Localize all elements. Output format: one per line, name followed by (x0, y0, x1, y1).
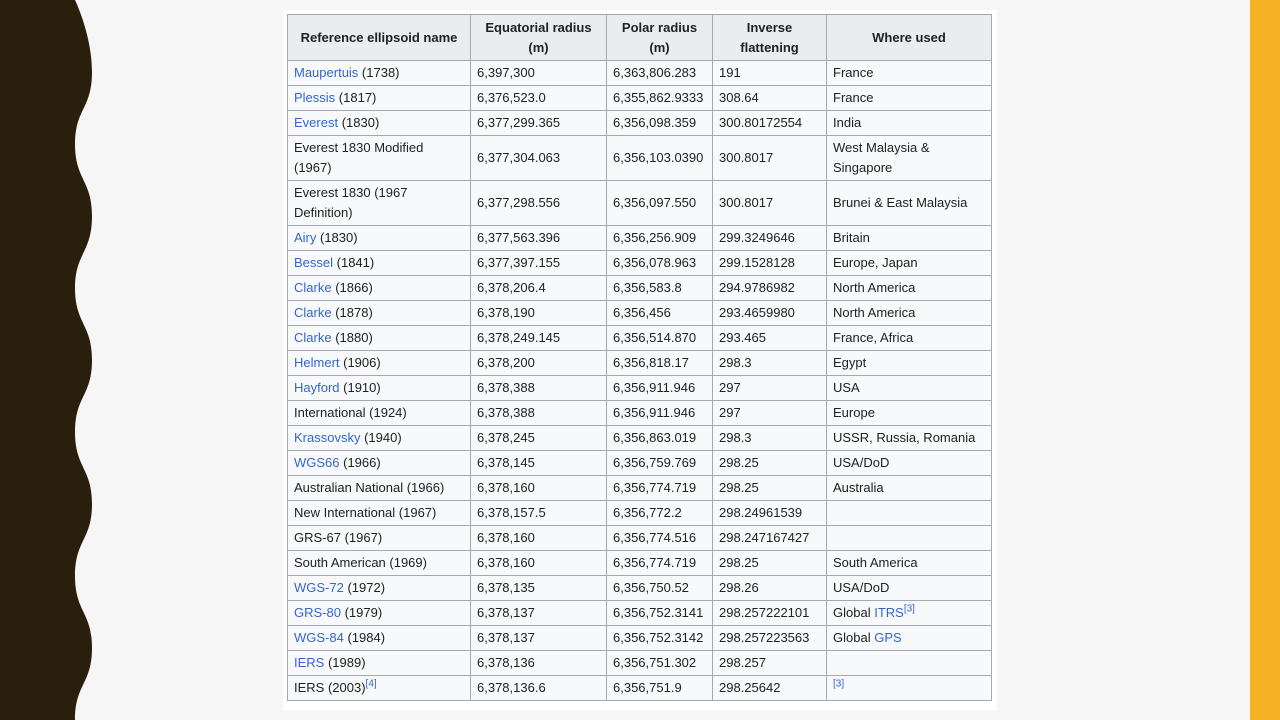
cell-ellipsoid-name (288, 476, 471, 501)
cell-ellipsoid-name (288, 86, 471, 111)
ellipsoid-name-text: (1989) (324, 655, 366, 670)
cell-inverse-flattening: 297 (713, 401, 827, 426)
cell-where-used (827, 251, 992, 276)
cell-inverse-flattening: 298.25 (713, 451, 827, 476)
ellipsoid-link[interactable]: Helmert (294, 355, 340, 370)
ellipsoid-link[interactable]: Maupertuis (294, 65, 359, 80)
cell-equatorial-radius: 6,378,157.5 (471, 501, 607, 526)
ellipsoid-name-text: (1830) (338, 115, 380, 130)
ellipsoid-name-text: New International (1967) (294, 505, 437, 520)
cell-inverse-flattening: 298.257222101 (713, 601, 827, 626)
ellipsoid-link[interactable]: Plessis (294, 90, 336, 105)
ellipsoid-link[interactable]: Airy (294, 230, 317, 245)
table-row (288, 626, 992, 651)
cell-ellipsoid-name (288, 651, 471, 676)
cell-polar-radius: 6,356,911.946 (607, 401, 713, 426)
cell-polar-radius: 6,356,752.3141 (607, 601, 713, 626)
ellipsoid-link[interactable]: WGS66 (294, 455, 340, 470)
header-line1: Where used (872, 29, 946, 45)
where-used-text: USSR, Russia, Romania (833, 430, 976, 445)
table-row (288, 61, 992, 86)
table-row (288, 551, 992, 576)
reference-ellipsoid-table (287, 14, 992, 701)
ellipsoid-link[interactable]: Clarke (294, 280, 332, 295)
cell-ellipsoid-name (288, 136, 471, 181)
where-used-text: North America (833, 305, 916, 320)
where-used-link[interactable]: ITRS (874, 605, 904, 620)
cell-equatorial-radius: 6,378,136 (471, 651, 607, 676)
cell-inverse-flattening: 300.80172554 (713, 111, 827, 136)
table-body (288, 61, 992, 701)
ellipsoid-name-text: (1906) (339, 355, 381, 370)
cell-equatorial-radius: 6,378,200 (471, 351, 607, 376)
cell-equatorial-radius: 6,378,136.6 (471, 676, 607, 701)
cell-where-used (827, 476, 992, 501)
ellipsoid-name-text: Everest 1830 Modified (1967) (294, 140, 424, 175)
cell-where-used (827, 426, 992, 451)
cell-inverse-flattening: 298.247167427 (713, 526, 827, 551)
col-header-polar-radius (607, 15, 713, 61)
citation-ref[interactable]: [4] (365, 678, 377, 690)
cell-equatorial-radius: 6,378,137 (471, 601, 607, 626)
cell-inverse-flattening: 300.8017 (713, 136, 827, 181)
cell-polar-radius: 6,356,911.946 (607, 376, 713, 401)
ellipsoid-name-text: (1910) (339, 380, 381, 395)
cell-where-used (827, 351, 992, 376)
ellipsoid-link[interactable]: Bessel (294, 255, 334, 270)
ellipsoid-name-text: (1866) (331, 280, 373, 295)
table-row (288, 111, 992, 136)
ellipsoid-name-text: (1940) (360, 430, 402, 445)
cell-inverse-flattening: 298.25642 (713, 676, 827, 701)
cell-inverse-flattening: 298.3 (713, 351, 827, 376)
cell-ellipsoid-name (288, 376, 471, 401)
table-row (288, 86, 992, 111)
where-used-text: Europe (833, 405, 875, 420)
cell-where-used (827, 86, 992, 111)
cell-inverse-flattening: 299.3249646 (713, 226, 827, 251)
cell-inverse-flattening: 191 (713, 61, 827, 86)
ellipsoid-name-text: (1878) (331, 305, 373, 320)
ellipsoid-name-text: Australian National (1966) (294, 480, 445, 495)
cell-equatorial-radius: 6,378,160 (471, 526, 607, 551)
cell-equatorial-radius: 6,378,206.4 (471, 276, 607, 301)
table-row (288, 136, 992, 181)
cell-ellipsoid-name (288, 276, 471, 301)
cell-where-used (827, 676, 992, 701)
ellipsoid-name-text: (1972) (343, 580, 386, 595)
cell-inverse-flattening: 298.24961539 (713, 501, 827, 526)
cell-inverse-flattening: 298.25 (713, 551, 827, 576)
cell-polar-radius: 6,356,759.769 (607, 451, 713, 476)
cell-where-used (827, 501, 992, 526)
ellipsoid-name-text: (1841) (333, 255, 375, 270)
cell-equatorial-radius: 6,378,145 (471, 451, 607, 476)
ellipsoid-name-text: (1817) (335, 90, 377, 105)
where-used-text: Australia (833, 480, 884, 495)
ellipsoid-link[interactable]: Hayford (294, 380, 340, 395)
cell-polar-radius: 6,356,774.516 (607, 526, 713, 551)
cell-where-used (827, 276, 992, 301)
where-used-text: France, Africa (833, 330, 914, 345)
header-line1: Polar radius (621, 19, 698, 35)
cell-polar-radius: 6,356,097.550 (607, 181, 713, 226)
where-used-text: Britain (833, 230, 870, 245)
cell-inverse-flattening: 297 (713, 376, 827, 401)
header-line2: flattening (740, 39, 799, 55)
table-row (288, 251, 992, 276)
cell-polar-radius: 6,356,774.719 (607, 551, 713, 576)
cell-equatorial-radius: 6,378,160 (471, 551, 607, 576)
cell-equatorial-radius: 6,377,298.556 (471, 181, 607, 226)
cell-equatorial-radius: 6,377,563.396 (471, 226, 607, 251)
ellipsoid-name-text: (1880) (331, 330, 373, 345)
header-line2: (m) (528, 39, 549, 55)
cell-where-used (827, 376, 992, 401)
cell-polar-radius: 6,356,774.719 (607, 476, 713, 501)
cell-inverse-flattening: 298.25 (713, 476, 827, 501)
cell-ellipsoid-name (288, 551, 471, 576)
cell-equatorial-radius: 6,377,397.155 (471, 251, 607, 276)
cell-polar-radius: 6,356,256.909 (607, 226, 713, 251)
cell-inverse-flattening: 298.3 (713, 426, 827, 451)
ellipsoid-link[interactable]: Clarke (294, 330, 332, 345)
cell-ellipsoid-name (288, 526, 471, 551)
citation-ref[interactable]: [3] (833, 678, 845, 690)
ellipsoid-link[interactable]: IERS (294, 655, 325, 670)
right-accent-band (1250, 0, 1280, 720)
cell-inverse-flattening: 298.257 (713, 651, 827, 676)
cell-inverse-flattening: 298.26 (713, 576, 827, 601)
cell-where-used (827, 401, 992, 426)
cell-ellipsoid-name (288, 576, 471, 601)
cell-equatorial-radius: 6,378,137 (471, 626, 607, 651)
cell-ellipsoid-name (288, 326, 471, 351)
cell-where-used (827, 61, 992, 86)
where-used-text: France (833, 90, 874, 105)
cell-where-used (827, 301, 992, 326)
table-row (288, 276, 992, 301)
where-used-text: North America (833, 280, 916, 295)
cell-ellipsoid-name (288, 501, 471, 526)
ellipsoid-name-text: (1966) (339, 455, 381, 470)
ellipsoid-name-text: South American (1969) (294, 555, 427, 570)
cell-where-used (827, 451, 992, 476)
cell-ellipsoid-name (288, 676, 471, 701)
cell-ellipsoid-name (288, 626, 471, 651)
cell-equatorial-radius: 6,378,388 (471, 401, 607, 426)
cell-where-used (827, 626, 992, 651)
cell-inverse-flattening: 293.4659980 (713, 301, 827, 326)
where-used-text: USA/DoD (833, 580, 890, 595)
cell-where-used (827, 111, 992, 136)
cell-inverse-flattening: 294.9786982 (713, 276, 827, 301)
header-line1: Inverse (746, 19, 793, 35)
ellipsoid-link[interactable]: WGS-84 (294, 630, 344, 645)
cell-ellipsoid-name (288, 601, 471, 626)
cell-ellipsoid-name (288, 226, 471, 251)
where-used-text: Brunei & East Malaysia (833, 195, 968, 210)
where-used-text: USA (833, 380, 860, 395)
wavy-shape (0, 0, 92, 720)
col-header-inverse-flattening (713, 15, 827, 61)
cell-equatorial-radius: 6,378,249.145 (471, 326, 607, 351)
ellipsoid-link[interactable]: WGS-72 (294, 580, 344, 595)
ellipsoid-name-text: International (1924) (294, 405, 407, 420)
cell-inverse-flattening: 308.64 (713, 86, 827, 111)
ellipsoid-link[interactable]: GRS-80 (294, 605, 341, 620)
cell-where-used (827, 601, 992, 626)
cell-ellipsoid-name (288, 426, 471, 451)
table-row (288, 326, 992, 351)
ellipsoid-link[interactable]: Everest (294, 115, 339, 130)
cell-inverse-flattening: 298.257223563 (713, 626, 827, 651)
cell-equatorial-radius: 6,378,135 (471, 576, 607, 601)
cell-polar-radius: 6,356,103.0390 (607, 136, 713, 181)
where-used-text: India (833, 115, 862, 130)
ellipsoid-name-text: (1984) (343, 630, 386, 645)
ellipsoid-name-text: (1979) (340, 605, 383, 620)
table-row (288, 181, 992, 226)
wavy-left-decoration (0, 0, 110, 720)
where-used-text: South America (833, 555, 918, 570)
cell-where-used (827, 136, 992, 181)
cell-where-used (827, 226, 992, 251)
ellipsoid-link[interactable]: Krassovsky (294, 430, 361, 445)
table-row (288, 451, 992, 476)
col-header-name (288, 15, 471, 61)
header-line2: (m) (649, 39, 670, 55)
cell-inverse-flattening: 293.465 (713, 326, 827, 351)
cell-polar-radius: 6,356,751.9 (607, 676, 713, 701)
ellipsoid-name-text: IERS (2003) (294, 680, 366, 695)
table-row (288, 401, 992, 426)
cell-polar-radius: 6,356,752.3142 (607, 626, 713, 651)
table-row (288, 426, 992, 451)
cell-ellipsoid-name (288, 401, 471, 426)
table-row (288, 526, 992, 551)
table-card (283, 10, 997, 710)
cell-polar-radius: 6,355,862.9333 (607, 86, 713, 111)
ellipsoid-name-text: Everest 1830 (1967 Definition) (294, 185, 408, 220)
cell-polar-radius: 6,363,806.283 (607, 61, 713, 86)
where-used-link[interactable]: GPS (874, 630, 902, 645)
cell-equatorial-radius: 6,377,304.063 (471, 136, 607, 181)
where-used-text: Global (833, 605, 875, 620)
cell-equatorial-radius: 6,397,300 (471, 61, 607, 86)
cell-polar-radius: 6,356,514.870 (607, 326, 713, 351)
cell-polar-radius: 6,356,078.963 (607, 251, 713, 276)
cell-ellipsoid-name (288, 351, 471, 376)
cell-equatorial-radius: 6,378,160 (471, 476, 607, 501)
table-row (288, 376, 992, 401)
cell-where-used (827, 181, 992, 226)
cell-ellipsoid-name (288, 251, 471, 276)
cell-polar-radius: 6,356,863.019 (607, 426, 713, 451)
header-line1: Reference ellipsoid name (300, 29, 458, 45)
cell-polar-radius: 6,356,098.359 (607, 111, 713, 136)
table-row (288, 601, 992, 626)
cell-ellipsoid-name (288, 111, 471, 136)
table-row (288, 676, 992, 701)
where-used-text: USA/DoD (833, 455, 890, 470)
table-row (288, 476, 992, 501)
cell-polar-radius: 6,356,818.17 (607, 351, 713, 376)
cell-equatorial-radius: 6,377,299.365 (471, 111, 607, 136)
cell-equatorial-radius: 6,378,245 (471, 426, 607, 451)
ellipsoid-name-text: (1738) (358, 65, 400, 80)
cell-equatorial-radius: 6,378,190 (471, 301, 607, 326)
cell-inverse-flattening: 300.8017 (713, 181, 827, 226)
cell-ellipsoid-name (288, 181, 471, 226)
cell-polar-radius: 6,356,772.2 (607, 501, 713, 526)
col-header-where-used (827, 15, 992, 61)
cell-equatorial-radius: 6,376,523.0 (471, 86, 607, 111)
cell-where-used (827, 651, 992, 676)
cell-where-used (827, 326, 992, 351)
cell-ellipsoid-name (288, 61, 471, 86)
cell-polar-radius: 6,356,751.302 (607, 651, 713, 676)
table-row (288, 301, 992, 326)
table-row (288, 351, 992, 376)
citation-ref[interactable]: [3] (903, 603, 915, 615)
ellipsoid-link[interactable]: Clarke (294, 305, 332, 320)
cell-ellipsoid-name (288, 451, 471, 476)
cell-where-used (827, 526, 992, 551)
where-used-text: France (833, 65, 874, 80)
where-used-text: Global (833, 630, 875, 645)
col-header-equatorial-radius (471, 15, 607, 61)
ellipsoid-name-text: GRS-67 (1967) (294, 530, 383, 545)
cell-where-used (827, 551, 992, 576)
where-used-text: West Malaysia & Singapore (833, 140, 930, 175)
cell-where-used (827, 576, 992, 601)
header-line1: Equatorial radius (485, 19, 592, 35)
cell-equatorial-radius: 6,378,388 (471, 376, 607, 401)
cell-polar-radius: 6,356,583.8 (607, 276, 713, 301)
cell-inverse-flattening: 299.1528128 (713, 251, 827, 276)
cell-ellipsoid-name (288, 301, 471, 326)
where-used-text: Europe, Japan (833, 255, 918, 270)
ellipsoid-name-text: (1830) (316, 230, 358, 245)
where-used-text: Egypt (833, 355, 867, 370)
table-row (288, 576, 992, 601)
table-row (288, 501, 992, 526)
table-row (288, 226, 992, 251)
table-row (288, 651, 992, 676)
header-row (288, 15, 992, 61)
cell-polar-radius: 6,356,750.52 (607, 576, 713, 601)
cell-polar-radius: 6,356,456 (607, 301, 713, 326)
